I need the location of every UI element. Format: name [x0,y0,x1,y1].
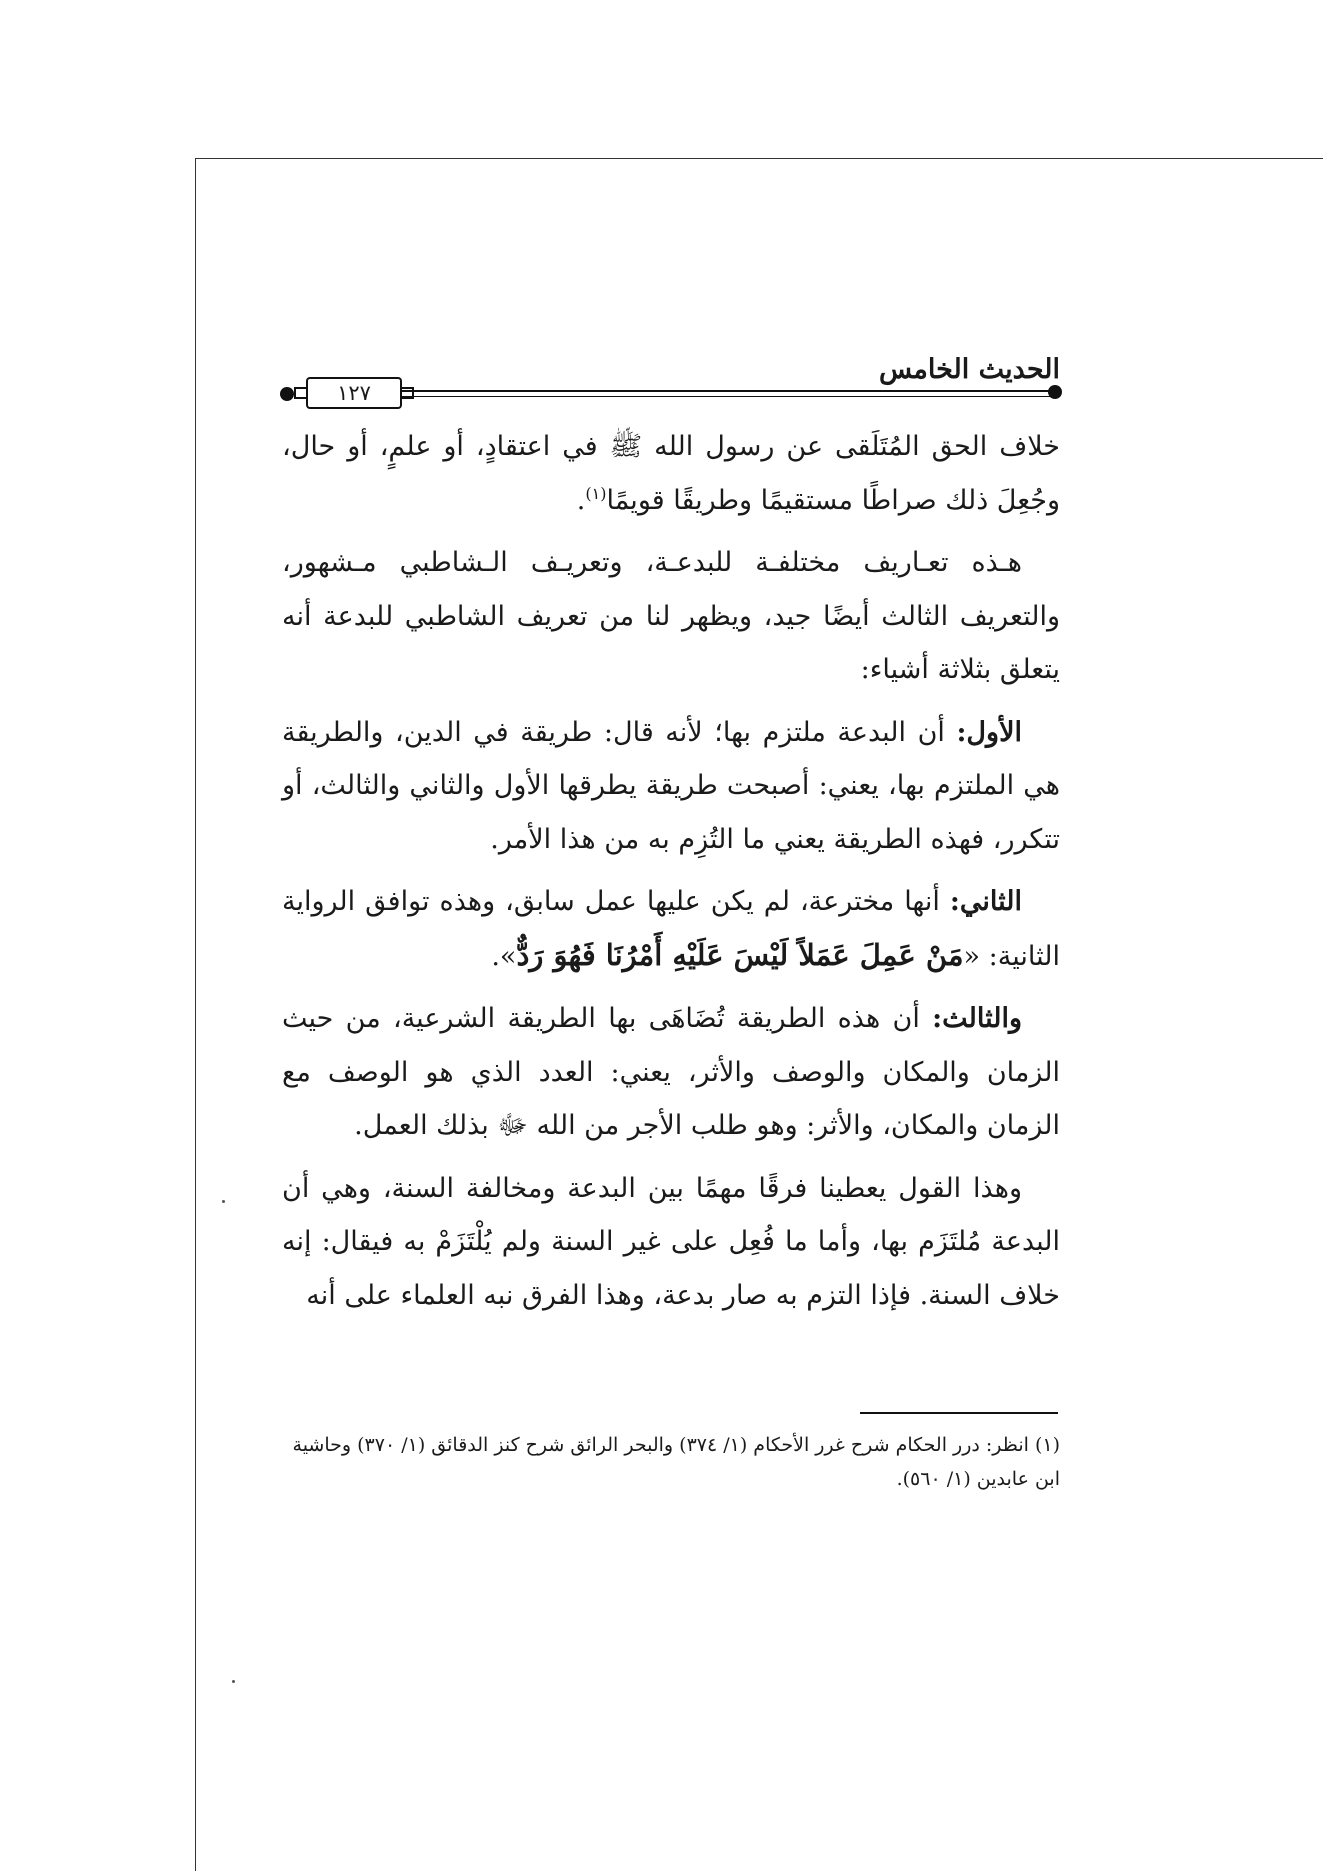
hadith-quote: مَنْ عَمِلَ عَمَلاً لَيْسَ عَلَيْهِ أَمْرُنَا فَهُوَ رَدٌّ [516,937,964,972]
scan-frame-left-edge [195,158,196,1871]
scan-speck [222,1200,225,1203]
point-label-third: والثالث: [932,1003,1022,1034]
paragraph-third-point: والثالث: أن هذه الطريقة تُضَاهَى بها الطريقة الشرعية، من حيث الزمان والمكان والوصف والأثر، يعني: العدد الذي هو الوصف مع الزمان والمكان، والأثر: وهو طلب الأجر من الله ﷻ بذلك العمل. [282,1003,1060,1141]
paragraph-1: خلاف الحق المُتَلَقى عن رسول الله ﷺ في اعتقادٍ، أو علمٍ، أو حال، وجُعِلَ ذلك صراطًا مستقيمًا وطريقًا قويمًا$^{(١)}$. [282,431,1060,516]
page-header [282,350,1060,420]
paragraph-6: وهذا القول يعطينا فرقًا مهمًا بين البدعة ومخالفة السنة، وهي أن البدعة مُلتَزَم بها، وأما ما فُعِل على غير السنة ولم يُلْتَزَمْ به فيقال: إنه خلاف السنة. فإذا التزم به صار بدعة، وهذا الفرق نبه العلماء على أنه [282,1172,1060,1311]
paragraph-first-point: الأول: أن البدعة ملتزم بها؛ لأنه قال: طريقة في الدين، والطريقة هي الملتزم بها، يعني: أصبحت طريقة يطرقها الأول والثاني والثالث، أو تتكرر، فهذه الطريقة يعني ما التُزِم به من هذا الأمر. [282,716,1060,855]
scan-frame-top-edge [195,158,1323,159]
paragraph-second-point: الثاني: أنها مخترعة، لم يكن عليها عمل سابق، وهذه توافق الرواية الثانية: «مَنْ عَمِلَ عَمَلاً لَيْسَ عَلَيْهِ أَمْرُنَا فَهُوَ رَدٌّ». [282,886,1060,972]
footnotes [282,1428,1060,1496]
footnote-1: (١) انظر: درر الحكام شرح غرر الأحكام (١/ ٣٧٤) والبحر الرائق شرح كنز الدقائق (١/ ٣٧٠) وحاشية ابن عابدين (١/ ٥٦٠). [292,1434,1060,1490]
header-rule [400,390,1054,392]
main-text [282,420,1060,1331]
footnote-reference: (١) [585,483,607,503]
point-label-first: الأول: [956,716,1022,748]
footnote-separator [860,1412,1058,1414]
point-label-second: الثاني: [949,886,1022,917]
page-number: ١٢٧ [306,377,402,409]
header-ornament-dot-left [280,387,294,401]
header-rule-thin [400,396,1054,397]
header-ornament-dot-right [1048,385,1062,399]
chapter-title: الحديث الخامس [878,354,1060,385]
paragraph-2: هـذه تعـاريف مختلفـة للبدعـة، وتعريـف الـشاطبي مـشهور، والتعريف الثالث أيضًا جيد، ويظهر لنا من تعريف الشاطبي للبدعة أنه يتعلق بثلاثة أشياء: [282,547,1060,685]
scan-speck [232,1680,235,1683]
page-number-frame-tab-right [400,387,414,399]
